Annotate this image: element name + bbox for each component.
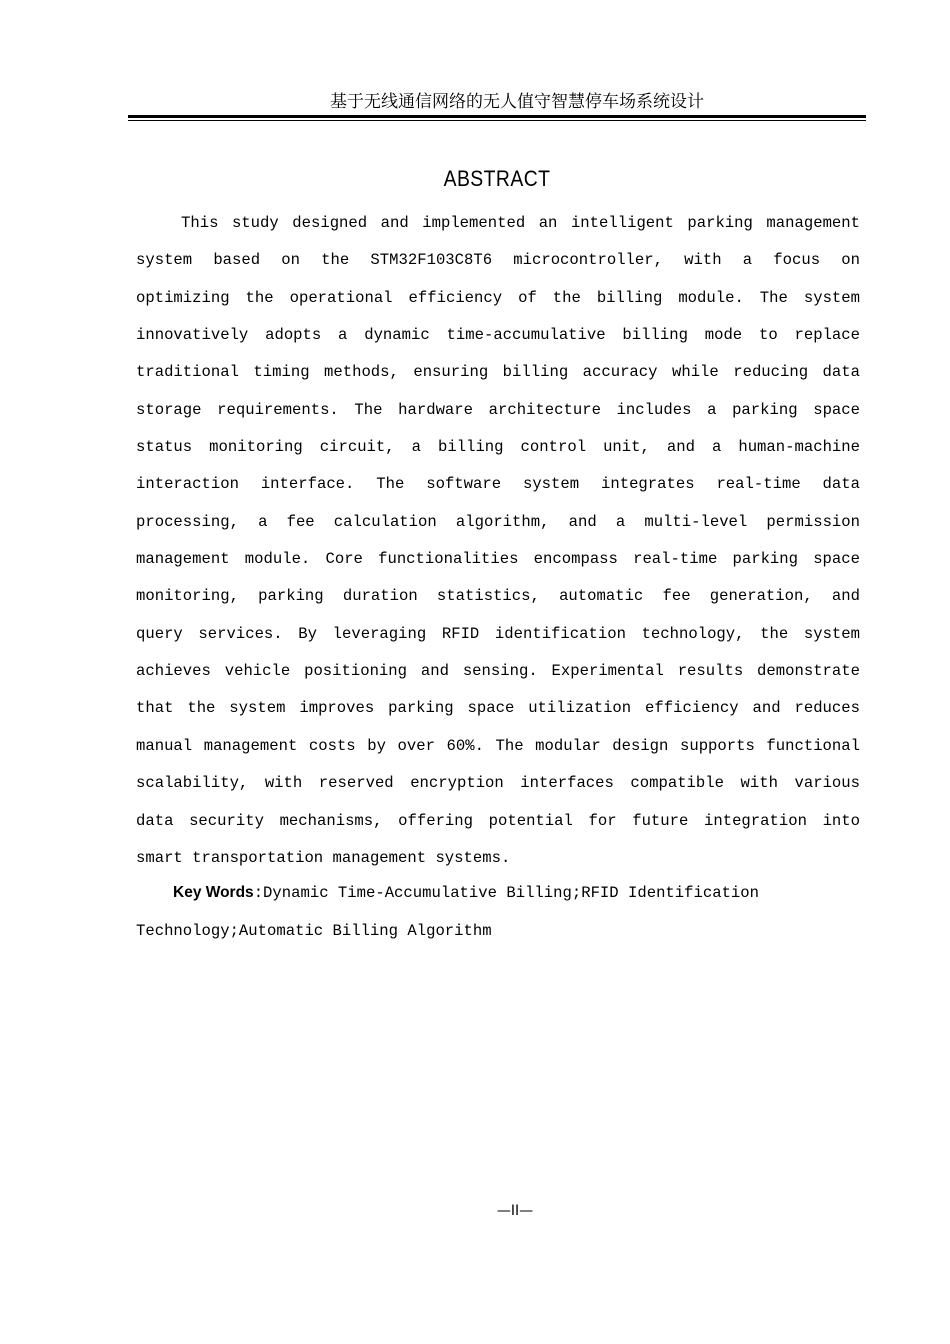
abstract-line: data security mechanisms, offering potential for future integration into — [136, 811, 860, 830]
abstract-line: management module. Core functionalities encompass real-time parking space — [136, 550, 860, 569]
keywords-text-1: :Dynamic Time-Accumulative Billing;RFID Identification — [253, 884, 760, 902]
abstract-line: interaction interface. The software system integrates real-time data — [136, 475, 860, 494]
abstract-line: innovatively adopts a dynamic time-accumulative billing mode to replace — [136, 326, 860, 345]
keywords — [136, 881, 860, 943]
abstract-line: manual management costs by over 60%. The modular design supports functional — [136, 736, 860, 755]
abstract-line: monitoring, parking duration statistics, automatic fee generation, and — [136, 587, 860, 606]
abstract-line: processing, a fee calculation algorithm, and a multi-level permission — [136, 512, 860, 531]
abstract-line: query services. By leveraging RFID identification technology, the system — [136, 624, 860, 643]
keywords-line-1 — [136, 881, 860, 919]
abstract-line: status monitoring circuit, a billing control unit, and a human-machine — [136, 438, 860, 457]
abstract-line: that the system improves parking space utilization efficiency and reduces — [136, 699, 860, 718]
header-rule-thin — [128, 120, 866, 121]
abstract-line: optimizing the operational efficiency of the billing module. The system — [136, 288, 860, 307]
abstract-title: ABSTRACT — [443, 166, 551, 191]
abstract-line: traditional timing methods, ensuring billing accuracy while reducing data — [136, 363, 860, 382]
abstract-line: storage requirements. The hardware architecture includes a parking space — [136, 400, 860, 419]
abstract-line: achieves vehicle positioning and sensing. Experimental results demonstrate — [136, 662, 860, 681]
abstract-body — [136, 211, 860, 883]
page-number: —II— — [496, 1203, 534, 1219]
abstract-line: scalability, with reserved encryption interfaces compatible with various — [136, 774, 860, 793]
keywords-text-2: Technology;Automatic Billing Algorithm — [136, 921, 492, 940]
abstract-line: This study designed and implemented an intelligent parking management — [181, 214, 860, 232]
abstract-line: system based on the STM32F103C8T6 microcontroller, with a focus on — [136, 251, 860, 270]
running-header: 基于无线通信网络的无人值守智慧停车场系统设计 — [330, 92, 704, 112]
header-rule-thick — [128, 115, 866, 118]
keywords-label: Key Words — [173, 884, 254, 901]
abstract-line: smart transportation management systems. — [136, 848, 511, 867]
